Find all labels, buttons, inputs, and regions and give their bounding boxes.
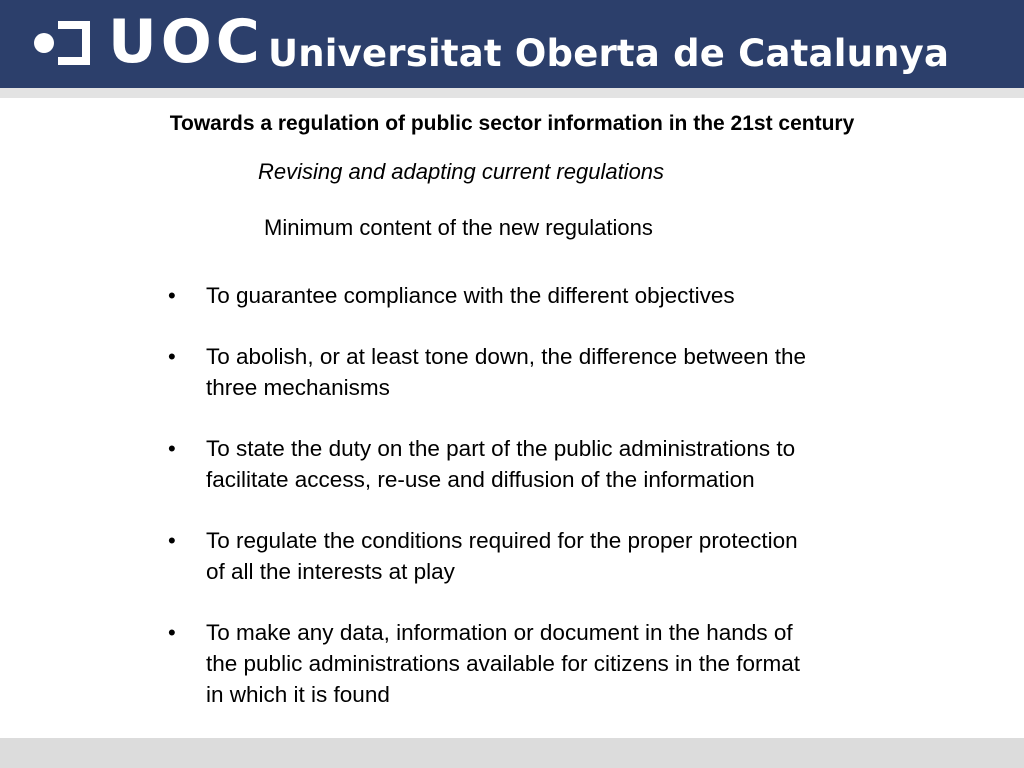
bullet-line: of all the interests at play <box>206 559 455 584</box>
bullet-line: To state the duty on the part of the public administrations to <box>206 436 796 461</box>
header-band <box>0 0 1024 88</box>
bullet-icon: • <box>168 344 176 369</box>
section-heading: Minimum content of the new regulations <box>264 215 653 240</box>
bullet-icon: • <box>168 620 176 645</box>
bullet-line: facilitate access, re-use and diffusion of the information <box>206 467 755 492</box>
bullet-icon: • <box>168 283 176 308</box>
bullet-item <box>168 280 908 311</box>
bullet-line: To make any data, information or document in the hands of <box>206 620 793 645</box>
bullet-line: three mechanisms <box>206 375 390 400</box>
bullet-line: To regulate the conditions required for the proper protection <box>206 528 798 553</box>
bullet-item <box>168 433 908 495</box>
bullet-line: To guarantee compliance with the different objectives <box>206 283 735 308</box>
bullet-line: To abolish, or at least tone down, the difference between the <box>206 344 806 369</box>
bullet-icon: • <box>168 528 176 553</box>
bullet-item <box>168 617 908 710</box>
slide-title: Towards a regulation of public sector information in the 21st century <box>169 112 855 135</box>
logo-wordmark: UOC <box>108 7 264 77</box>
bullet-item <box>168 525 908 587</box>
university-name: Universitat Oberta de Catalunya <box>268 32 950 75</box>
slide-subtitle: Revising and adapting current regulations <box>258 159 665 184</box>
bullet-line: the public administrations available for citizens in the format <box>206 651 801 676</box>
bullet-item <box>168 341 908 403</box>
uoc-logo-icon <box>32 19 92 67</box>
header-divider <box>0 88 1024 98</box>
footer-band <box>0 738 1024 768</box>
bullet-line: in which it is found <box>206 682 390 707</box>
bullet-list <box>168 280 908 740</box>
bullet-icon: • <box>168 436 176 461</box>
